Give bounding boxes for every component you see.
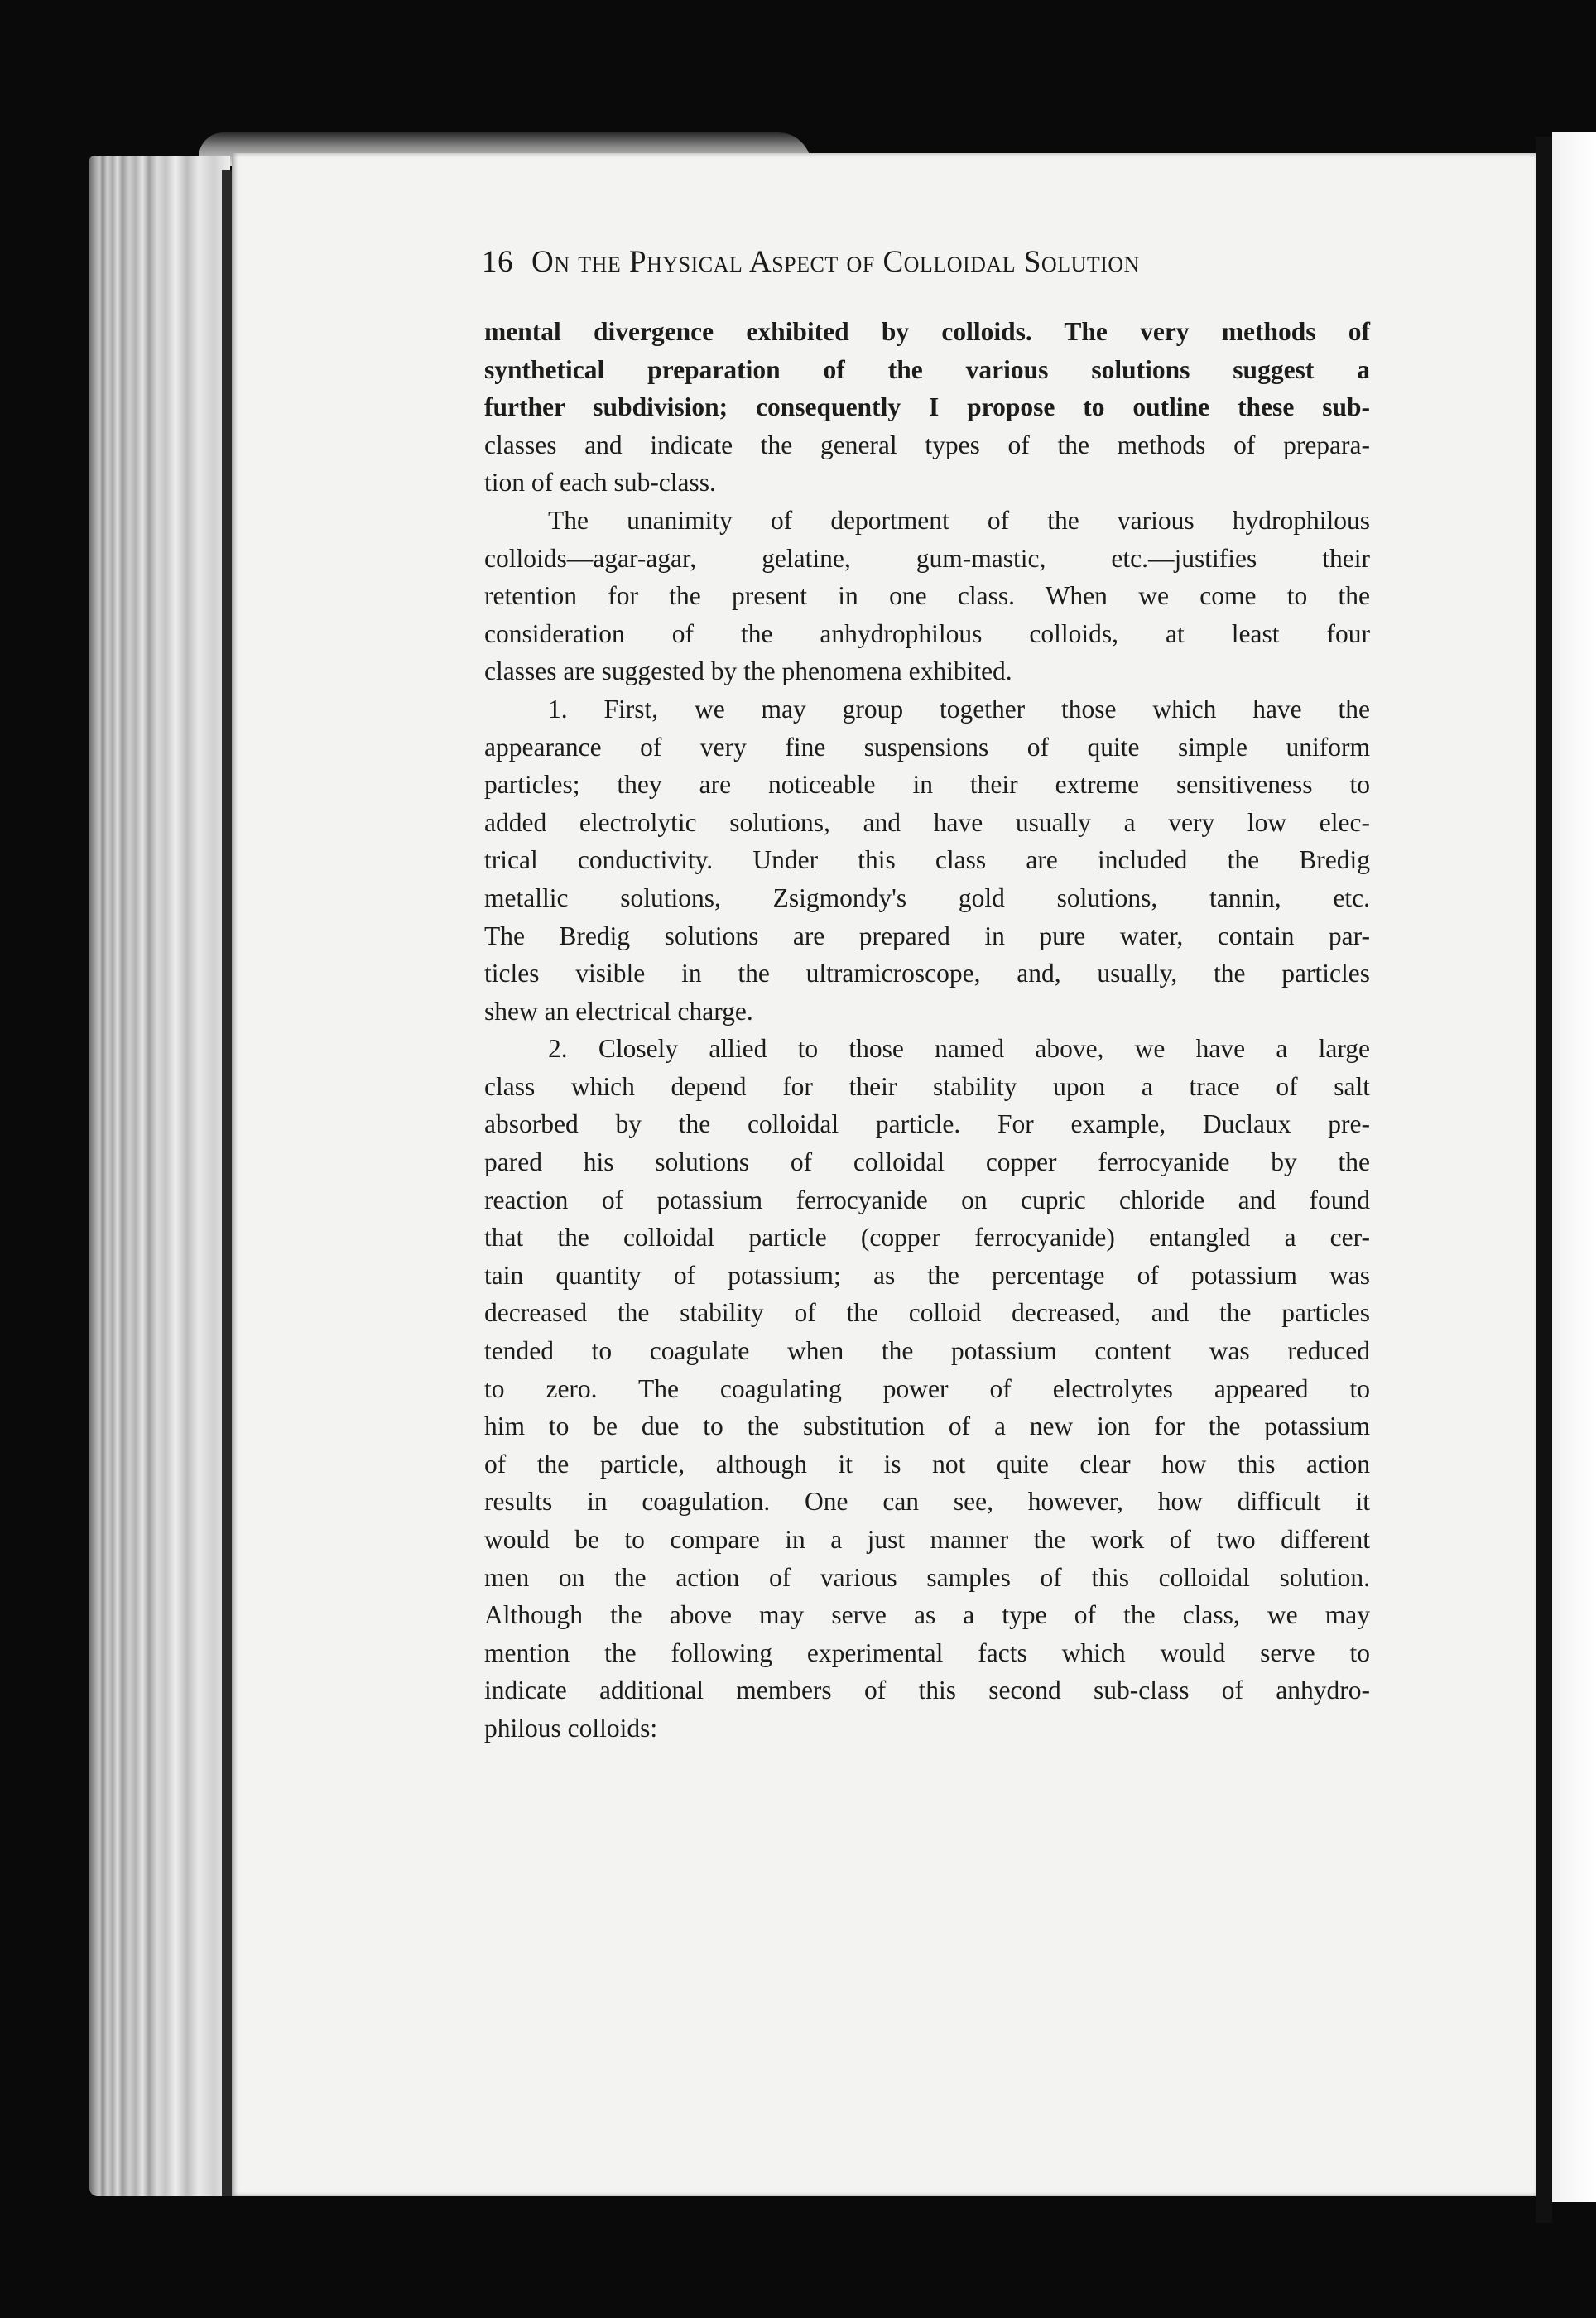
text-line: men on the action of various samples of this colloidal solution.	[484, 1562, 1370, 1592]
text-line: trical conductivity. Under this class are included the Bredig	[484, 845, 1370, 875]
text-line: classes and indicate the general types of the methods of prepara-	[484, 430, 1370, 459]
text-line: indicate additional members of this second sub-class of anhydro-	[484, 1676, 1370, 1705]
text-line: tion of each sub-class.	[484, 468, 716, 498]
text-line: to zero. The coagulating power of electrolytes appeared to	[484, 1373, 1370, 1403]
text-line: tain quantity of potassium; as the percentage of potassium was	[484, 1260, 1370, 1290]
running-title: On the Physical Aspect of Colloidal Solution	[531, 245, 1140, 279]
page-edge-shadow	[222, 170, 232, 2196]
page-number: 16	[482, 245, 513, 279]
text-line: that the colloidal particle (copper ferrocyanide) entangled a cer-	[484, 1223, 1370, 1253]
text-line: retention for the present in one class. When we come to the	[484, 581, 1370, 611]
text-line: reaction of potassium ferrocyanide on cupric chloride and found	[484, 1185, 1370, 1214]
text-line: decreased the stability of the colloid decreased, and the particles	[484, 1298, 1370, 1328]
text-line: class which depend for their stability upon a trace of salt	[484, 1071, 1370, 1101]
body-text	[484, 313, 1370, 1748]
text-line: ticles visible in the ultramicroscope, and, usually, the particles	[484, 959, 1370, 988]
book-gutter-right	[1536, 137, 1552, 2223]
running-head	[482, 244, 1392, 280]
text-line: mention the following experimental facts which would serve to	[484, 1638, 1370, 1667]
text-line: absorbed by the colloidal particle. For example, Duclaux pre-	[484, 1109, 1370, 1139]
text-line: pared his solutions of colloidal copper ferrocyanide by the	[484, 1147, 1370, 1177]
text-line: metallic solutions, Zsigmondy's gold solutions, tannin, etc.	[484, 882, 1370, 912]
text-line: The unanimity of deportment of the various hydrophilous	[548, 505, 1370, 535]
text-line: results in coagulation. One can see, however, how difficult it	[484, 1487, 1370, 1517]
text-line: 2. Closely allied to those named above, we have a large	[548, 1034, 1370, 1064]
text-line: him to be due to the substitution of a new ion for the potassium	[484, 1411, 1370, 1441]
text-line: appearance of very fine suspensions of quite simple uniform	[484, 732, 1370, 762]
text-line: particles; they are noticeable in their extreme sensitiveness to	[484, 770, 1370, 800]
text-line: shew an electrical charge.	[484, 996, 753, 1026]
text-line: consideration of the anhydrophilous colloids, at least four	[484, 618, 1370, 648]
facing-page-edge	[1552, 132, 1596, 2202]
text-line: classes are suggested by the phenomena exhibited.	[484, 656, 1012, 686]
text-line: would be to compare in a just manner the work of two different	[484, 1525, 1370, 1554]
text-line: philous colloids:	[484, 1713, 658, 1743]
text-line: 1. First, we may group together those which have the	[548, 694, 1370, 724]
text-line: synthetical preparation of the various solutions suggest a	[484, 354, 1370, 384]
text-line: mental divergence exhibited by colloids. The very methods of	[484, 317, 1370, 346]
text-line: colloids—agar-agar, gelatine, gum-mastic, etc.—justifies their	[484, 543, 1370, 573]
text-line: added electrolytic solutions, and have usually a very low elec-	[484, 807, 1370, 837]
text-line: of the particle, although it is not quite clear how this action	[484, 1449, 1370, 1479]
text-line: tended to coagulate when the potassium content was reduced	[484, 1336, 1370, 1366]
text-line: Although the above may serve as a type of the class, we may	[484, 1600, 1370, 1630]
text-line: further subdivision; consequently I propose to outline these sub-	[484, 392, 1370, 422]
page-stack-edges	[89, 156, 230, 2196]
text-line: The Bredig solutions are prepared in pure water, contain par-	[484, 921, 1370, 950]
